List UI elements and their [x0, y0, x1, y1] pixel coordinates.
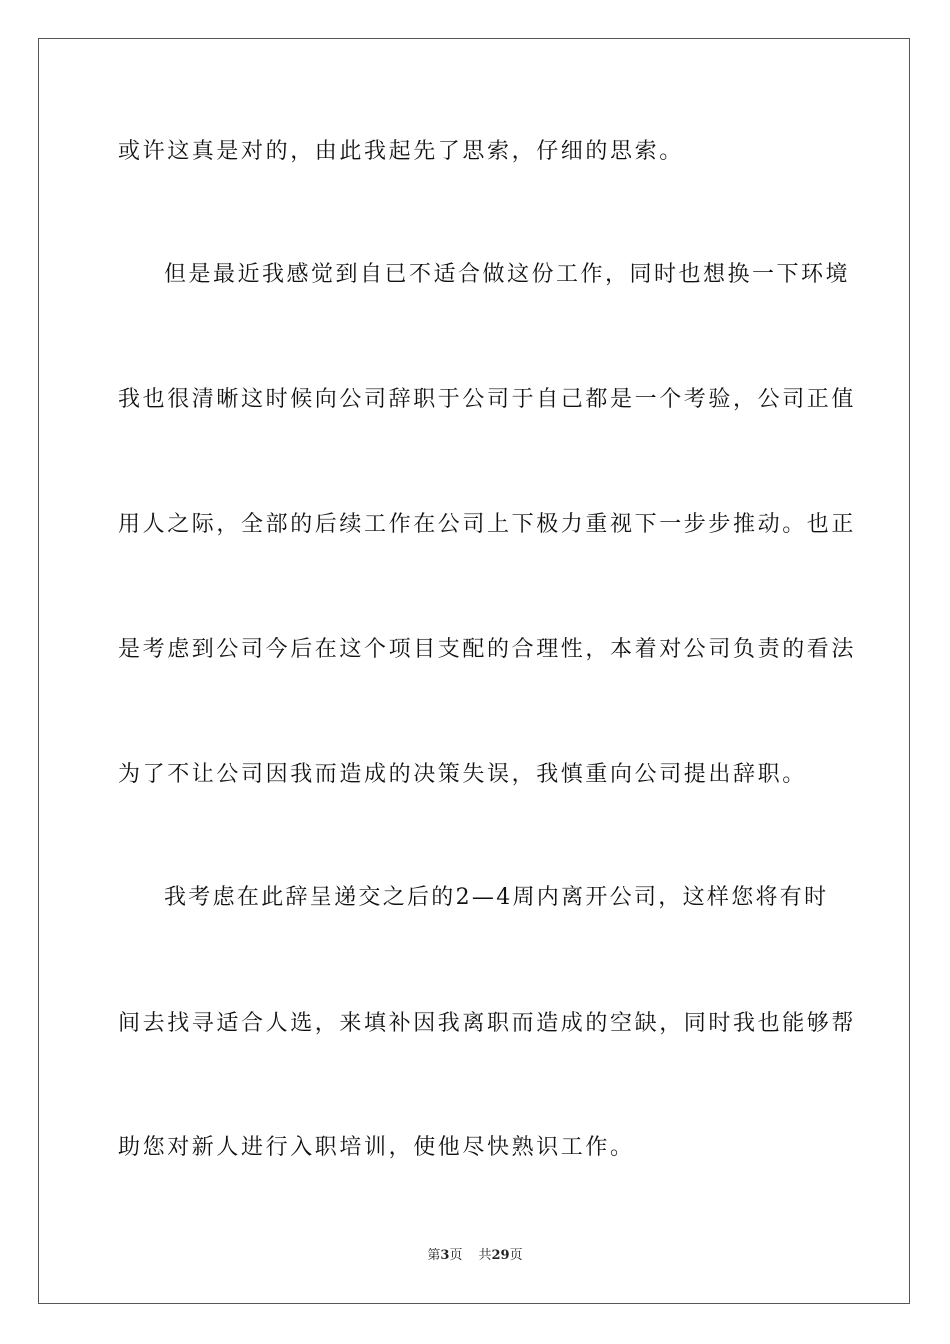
paragraph-line: 或许这真是对的，由此我起先了思索，仔细的思索。: [118, 139, 684, 164]
paragraph-line: 间去找寻适合人选，来填补因我离职而造成的空缺，同时我也能够帮: [118, 1011, 857, 1036]
page-prefix: 第: [427, 1248, 441, 1263]
page-suffix: 页: [449, 1248, 463, 1263]
total-suffix: 页: [509, 1248, 523, 1263]
paragraph-line: 但是最近我感觉到自已不适合做这份工作，同时也想换一下环境: [164, 262, 851, 287]
page-frame: [38, 38, 910, 1304]
paragraph-line: 是考虑到公司今后在这个项目支配的合理性，本着对公司负责的看法: [118, 637, 857, 662]
page-footer: [0, 1247, 950, 1265]
paragraph-line: 用人之际，全部的后续工作在公司上下极力重视下一步步推动。也正: [118, 512, 857, 537]
paragraph-line: 我考虑在此辞呈递交之后的2—4周内离开公司，这样您将有时: [164, 885, 829, 910]
page-number: 3: [440, 1248, 450, 1263]
paragraph-line: 为了不让公司因我而造成的决策失误，我慎重向公司提出辞职。: [118, 762, 807, 787]
total-prefix: 共: [478, 1248, 492, 1263]
total-pages: 29: [491, 1248, 510, 1263]
paragraph-line: 助您对新人进行入职培训，使他尽快熟识工作。: [118, 1135, 635, 1160]
paragraph-line: 我也很清晰这时候向公司辞职于公司于自己都是一个考验，公司正值: [118, 387, 857, 412]
